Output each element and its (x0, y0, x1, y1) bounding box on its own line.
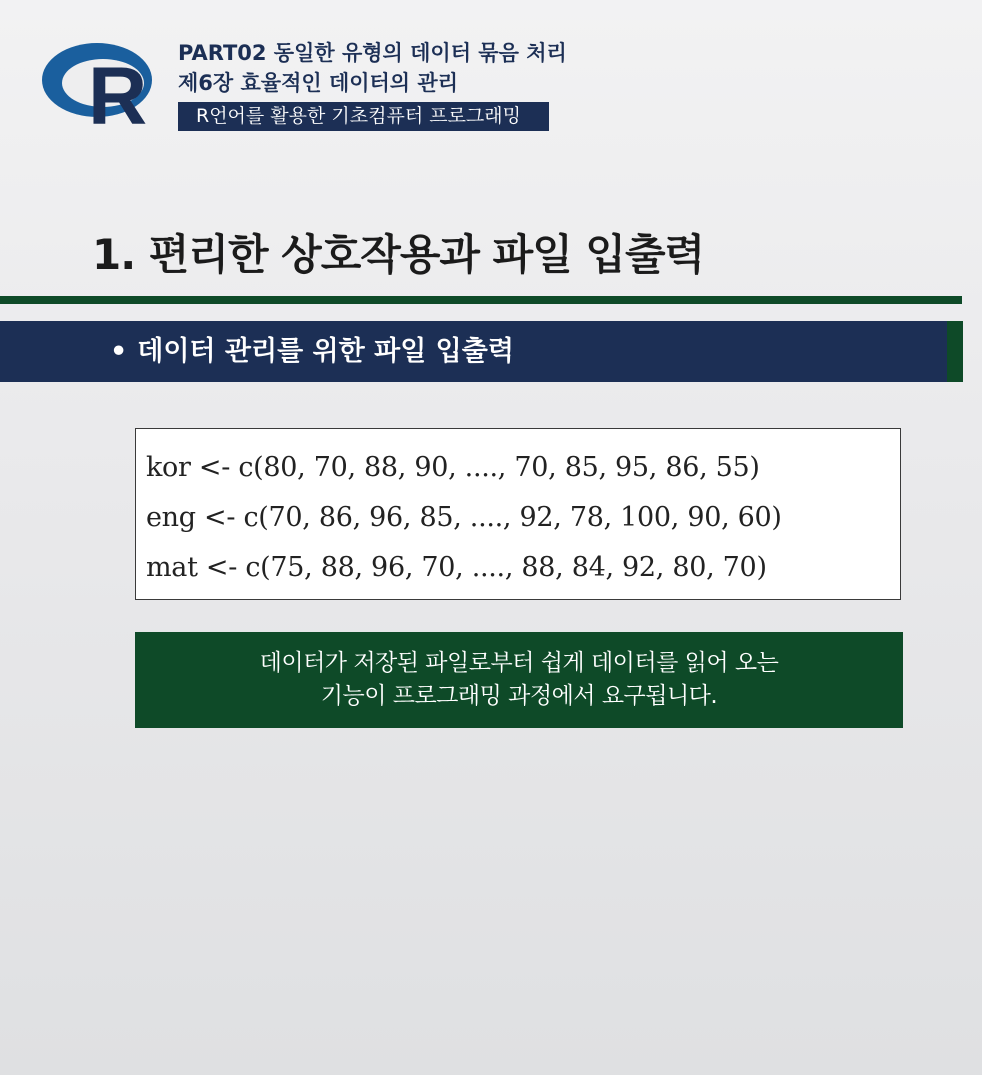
subheading-accent (947, 321, 963, 382)
note-line-1: 데이터가 저장된 파일로부터 쉽게 데이터를 읽어 오는 (259, 650, 779, 676)
note-line-2: 기능이 프로그래밍 과정에서 요구됩니다. (320, 683, 718, 709)
r-logo-letter: R (88, 51, 148, 130)
chapter-title: 제6장 효율적인 데이터의 관리 (178, 71, 458, 95)
part-title: PART02 동일한 유형의 데이터 묶음 처리 (178, 41, 567, 65)
title-divider (0, 296, 962, 304)
code-line-mat: mat <- c(75, 88, 96, 70, ...., 88, 84, 92, 80, 70) (146, 552, 767, 583)
note-box (135, 632, 903, 728)
subheading-text: 데이터 관리를 위한 파일 입출력 (137, 336, 514, 367)
header (178, 38, 618, 131)
bullet-icon: • (110, 336, 128, 367)
section-title: 1. 편리한 상호작용과 파일 입출력 (92, 230, 705, 279)
r-logo-icon (40, 38, 158, 130)
code-box (135, 428, 901, 600)
course-title: R언어를 활용한 기초컴퓨터 프로그래밍 (178, 102, 549, 131)
subheading-bar (0, 321, 947, 382)
code-line-kor: kor <- c(80, 70, 88, 90, ...., 70, 85, 95, 86, 55) (146, 452, 760, 483)
code-line-eng: eng <- c(70, 86, 96, 85, ...., 92, 78, 100, 90, 60) (146, 502, 782, 533)
r-logo (40, 38, 158, 130)
